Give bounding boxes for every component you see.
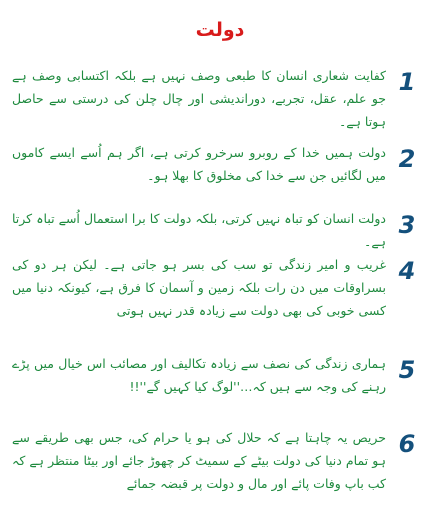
quote-text: غریب و امیر زندگی تو سب کی بسر ہو جاتی ہے۔ لیکن ہر دو کی بسراوقات میں دن رات بلکہ زمین و آسمان کا فرق ہے، کیونکہ دنیا میں کسی خوبی کی بھی دولت سے زیادہ قدر نہیں ہوتی	[12, 257, 386, 318]
quote-text: حریص یہ چاہتا ہے کہ حلال کی ہو یا حرام کی، جس بھی طریقے سے ہو تمام دنیا کی دولت بیٹے کے سمیٹ کر چھوڑ جائے اور بیٹا منتظر ہے کہ کب باپ وفات پائے اور مال و دولت پر قبضہ جمائے	[12, 430, 386, 491]
quote-text: دولت انسان کو تباہ نہیں کرتی، بلکہ دولت کا برا استعمال اُسے تباہ کرتا ہے۔	[12, 211, 386, 249]
quote-item	[12, 352, 428, 398]
page-title: دولت	[195, 19, 245, 41]
quote-text: ہماری زندگی کی نصف سے زیادہ تکالیف اور مصائب اس خیال میں پڑے رہنے کی وجہ سے ہیں کہ…''لوگ کیا کہیں گے''!!	[12, 356, 386, 394]
quote-number: 5	[398, 356, 416, 384]
quote-text: دولت ہمیں خدا کے روبرو سرخرو کرتی ہے، اگر ہم اُسے ایسے کاموں میں لگائیں جن سے خدا کی مخلوق کا بھلا ہو۔	[12, 145, 386, 183]
quote-number: 2	[398, 145, 416, 173]
quote-item	[12, 64, 428, 133]
quote-item	[12, 426, 428, 495]
quote-text: کفایت شعاری انسان کا طبعی وصف نہیں ہے بلکہ اکتسابی وصف ہے جو علم، عقل، تجربے، دوراندیشی اور چال چلن کی درستی سے حاصل ہوتا ہے۔	[12, 68, 386, 129]
quote-item	[12, 141, 428, 187]
quote-item	[12, 207, 428, 253]
quote-number: 3	[398, 211, 416, 239]
quote-number: 4	[398, 257, 416, 285]
quote-item	[12, 253, 428, 322]
quote-number: 6	[398, 430, 416, 458]
quote-number: 1	[398, 68, 416, 96]
